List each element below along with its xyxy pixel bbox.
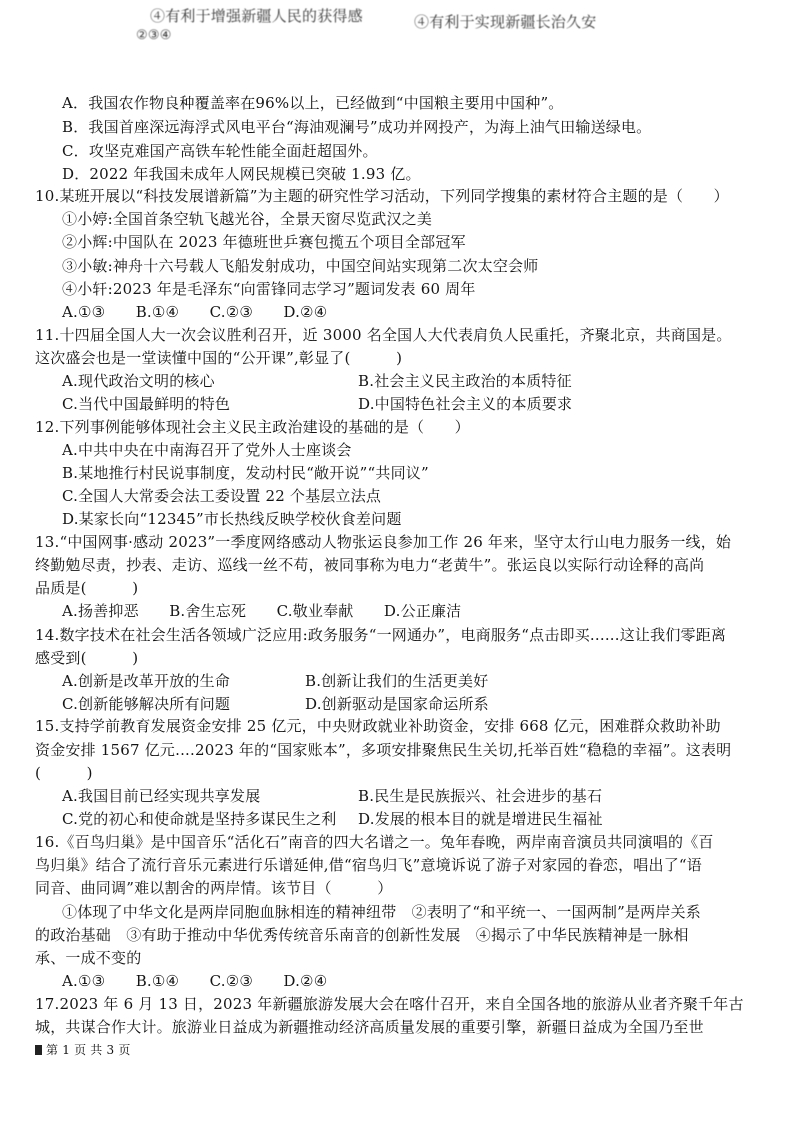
q16-stem-2: 鸟归巢》结合了流行音乐元素进行乐谱延伸,借“宿鸟归飞”意境诉说了游子对家园的眷恋，唱出了“语	[35, 856, 702, 874]
q9-option-c: C．攻坚克难国产高铁车轮性能全面赶超国外。	[62, 142, 378, 160]
top-partial-right: ④有利于实现新疆长治久安	[414, 13, 597, 31]
q9-option-a: A．我国农作物良种覆盖率在96%以上，已经做到“中国粮主要用中国种”。	[62, 94, 564, 112]
q12-stem: 12.下列事例能够体现社会主义民主政治建设的基础的是（ ）	[35, 418, 470, 436]
q14-option-b: B.创新让我们的生活更美好	[305, 672, 489, 690]
q13-stem-2: 终勤勉尽责，抄表、走访、巡线一丝不苟，被同事称为电力“老黄牛”。张运良以实际行动诠释的高尚	[35, 556, 705, 574]
q16-item-1: ①体现了中华文化是两岸同胞血脉相连的精神纽带 ②表明了“和平统一、一国两制”是两岸关系	[62, 903, 701, 921]
q15-option-b: B.民生是民族振兴、社会进步的基石	[358, 787, 603, 805]
q17-stem-2: 城，共谋合作大计。旅游业日益成为新疆推动经济高质量发展的重要引擎，新疆日益成为全国乃至世	[35, 1018, 704, 1036]
q16-stem-3: 同音、曲同调”难以割舍的两岸情。该节目（ ）	[35, 879, 393, 897]
q12-option-a: A.中共中央在中南海召开了党外人士座谈会	[62, 441, 352, 459]
q11-option-b: B.社会主义民主政治的本质特征	[358, 372, 572, 390]
q10-item-1: ①小婷:全国首条空轨飞越光谷，全景天窗尽览武汉之美	[62, 210, 433, 228]
q10-item-4: ④小轩:2023 年是毛泽东“向雷锋同志学习”题词发表 60 周年	[62, 280, 476, 298]
q9-option-d: D．2022 年我国未成年人网民规模已突破 1.93 亿。	[62, 165, 421, 183]
q16-item-3: 承、一成不变的	[35, 949, 142, 967]
q12-option-c: C.全国人大常委会法工委设置 22 个基层立法点	[62, 487, 382, 505]
top-partial-options: ②③④	[136, 28, 172, 43]
q11-option-c: C.当代中国最鲜明的特色	[62, 395, 231, 413]
q11-stem-1: 11.十四届全国人大一次会议胜利召开，近 3000 名全国人大代表肩负人民重托，齐聚北京，共商国是。	[35, 326, 732, 344]
q15-stem-2: 资金安排 1567 亿元....2023 年的“国家账本”，多项安排聚焦民生关切,托举百姓“稳稳的幸福”。这表明	[35, 741, 732, 759]
q16-stem-1: 16.《百鸟归巢》是中国音乐“活化石”南音的四大名谱之一。兔年春晚，两岸南音演员共同演唱的《百	[35, 833, 714, 851]
q13-stem-3: 品质是( )	[35, 579, 139, 597]
q11-option-a: A.现代政治文明的核心	[62, 372, 215, 390]
top-partial-left: ④有利于增强新疆人民的获得感	[150, 7, 363, 25]
q13-stem-1: 13.“中国网事·感动 2023”一季度网络感动人物张运良参加工作 26 年来，坚守太行山电力服务一线，始	[35, 533, 732, 551]
q15-option-a: A.我国目前已经实现共享发展	[62, 787, 261, 805]
q15-option-d: D.发展的根本目的就是增进民生福祉	[358, 810, 603, 828]
q12-option-d: D.某家长向“12345”市长热线反映学校伙食差问题	[62, 510, 402, 528]
q9-option-b: B．我国首座深远海浮式风电平台“海油观澜号”成功并网投产，为海上油气田输送绿电。	[62, 118, 652, 136]
q14-option-c: C.创新能够解决所有问题	[62, 695, 231, 713]
q14-option-d: D.创新驱动是国家命运所系	[305, 695, 489, 713]
q16-item-2: 的政治基础 ③有助于推动中华优秀传统音乐南音的创新性发展 ④揭示了中华民族精神是一脉相	[35, 926, 689, 944]
q14-stem-1: 14.数字技术在社会生活各领域广泛应用:政务服务“一网通办”，电商服务“点击即买......这让我们零距离	[35, 626, 727, 644]
q15-option-c: C.党的初心和使命就是坚持多谋民生之利	[62, 810, 337, 828]
q15-stem-3: ( )	[35, 764, 93, 782]
q15-stem-1: 15.支持学前教育发展资金安排 25 亿元，中央财政就业补助资金，安排 668 亿元，困难群众救助补助	[35, 717, 721, 735]
page-footer	[35, 1040, 131, 1060]
q14-option-a: A.创新是改革开放的生命	[62, 672, 231, 690]
q16-choices: A.①③ B.①④ C.②③ D.②④	[62, 972, 328, 990]
footer-mark-icon	[35, 1045, 42, 1055]
q17-stem-1: 17.2023 年 6 月 13 日，2023 年新疆旅游发展大会在喀什召开，来自全国各地的旅游从业者齐聚千年古	[35, 995, 744, 1013]
q10-stem: 10.某班开展以“科技发展谱新篇”为主题的研究性学习活动，下列同学搜集的素材符合主题的是（ ）	[35, 187, 729, 205]
q12-option-b: B.某地推行村民说事制度，发动村民“敞开说”“共同议”	[62, 464, 429, 482]
q14-stem-2: 感受到( )	[35, 649, 139, 667]
q10-item-3: ③小敏:神舟十六号载人飞船发射成功，中国空间站实现第二次太空会师	[62, 257, 539, 275]
q11-option-d: D.中国特色社会主义的本质要求	[358, 395, 573, 413]
page-number: 第 1 页 共 3 页	[46, 1043, 131, 1057]
q10-choices: A.①③ B.①④ C.②③ D.②④	[62, 303, 328, 321]
q10-item-2: ②小辉:中国队在 2023 年德班世乒赛包揽五个项目全部冠军	[62, 233, 466, 251]
q13-choices: A.扬善抑恶 B.舍生忘死 C.敬业奉献 D.公正廉洁	[62, 602, 462, 620]
q11-stem-2: 这次盛会也是一堂读懂中国的“公开课”,彰显了( )	[35, 349, 403, 367]
